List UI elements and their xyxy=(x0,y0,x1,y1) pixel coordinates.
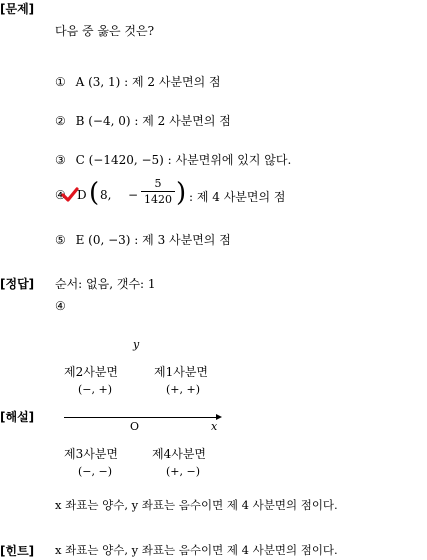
choice-3-text: C (−1420, −5) : 사분면위에 있지 않다. xyxy=(75,153,292,167)
quadrant-1-title: 제1사분면 xyxy=(154,365,209,379)
choice-2[interactable] xyxy=(55,112,231,129)
hint-text: x 좌표는 양수, y 좌표는 음수이면 제 4 사분면의 점이다. xyxy=(55,543,338,557)
choice-4-mark: ④ xyxy=(55,188,66,202)
quadrant-4-title: 제4사분면 xyxy=(152,447,207,461)
x-axis-label: x xyxy=(211,420,218,433)
hint-label: [힌트] xyxy=(0,544,35,558)
question-text: 다음 중 옳은 것은? xyxy=(55,24,155,38)
choice-4-fraction xyxy=(141,177,175,206)
choice-4[interactable] xyxy=(55,176,355,220)
answer-line-2: ④ xyxy=(55,299,66,313)
choice-5[interactable] xyxy=(55,231,231,248)
choice-4-point-label: D xyxy=(77,188,87,202)
choice-4-right-paren: ) xyxy=(176,178,187,208)
origin-label: O xyxy=(130,420,140,433)
fraction-denominator: 1420 xyxy=(144,193,172,206)
choice-1-mark: ① xyxy=(55,75,66,89)
explanation-label: [해설] xyxy=(0,410,35,424)
fraction-bar xyxy=(141,191,175,192)
quadrant-1-sign: (+, +) xyxy=(166,383,201,396)
choice-5-mark: ⑤ xyxy=(55,233,66,247)
choice-3-mark: ③ xyxy=(55,153,66,167)
choice-4-x: 8, xyxy=(100,188,112,202)
quadrant-3-sign: (−, −) xyxy=(78,465,113,478)
answer-label: [정답] xyxy=(0,277,35,291)
quadrant-2-title: 제2사분면 xyxy=(64,365,119,379)
explanation-text: x 좌표는 양수, y 좌표는 음수이면 제 4 사분면의 점이다. xyxy=(55,498,338,512)
x-axis-line xyxy=(64,417,218,418)
choice-4-minus: − xyxy=(128,188,139,202)
choice-2-text: B (−4, 0) : 제 2 사분면의 점 xyxy=(75,114,231,128)
choice-4-text: : 제 4 사분면의 점 xyxy=(189,190,286,204)
y-axis-label: y xyxy=(133,338,140,351)
quadrant-2-sign: (−, +) xyxy=(78,383,113,396)
answer-line-1: 순서: 없음, 갯수: 1 xyxy=(55,277,156,291)
quadrant-3-title: 제3사분면 xyxy=(64,447,119,461)
quadrant-4-sign: (+, −) xyxy=(166,465,201,478)
choice-5-text: E (0, −3) : 제 3 사분면의 점 xyxy=(75,233,231,247)
problem-label: [문제] xyxy=(0,2,35,16)
fraction-numerator: 5 xyxy=(154,177,162,190)
choice-1[interactable] xyxy=(55,73,221,90)
choice-2-mark: ② xyxy=(55,114,66,128)
choice-1-text: A (3, 1) : 제 2 사분면의 점 xyxy=(75,75,221,89)
choice-3[interactable] xyxy=(55,151,291,168)
choice-4-left-paren: ( xyxy=(89,178,100,208)
